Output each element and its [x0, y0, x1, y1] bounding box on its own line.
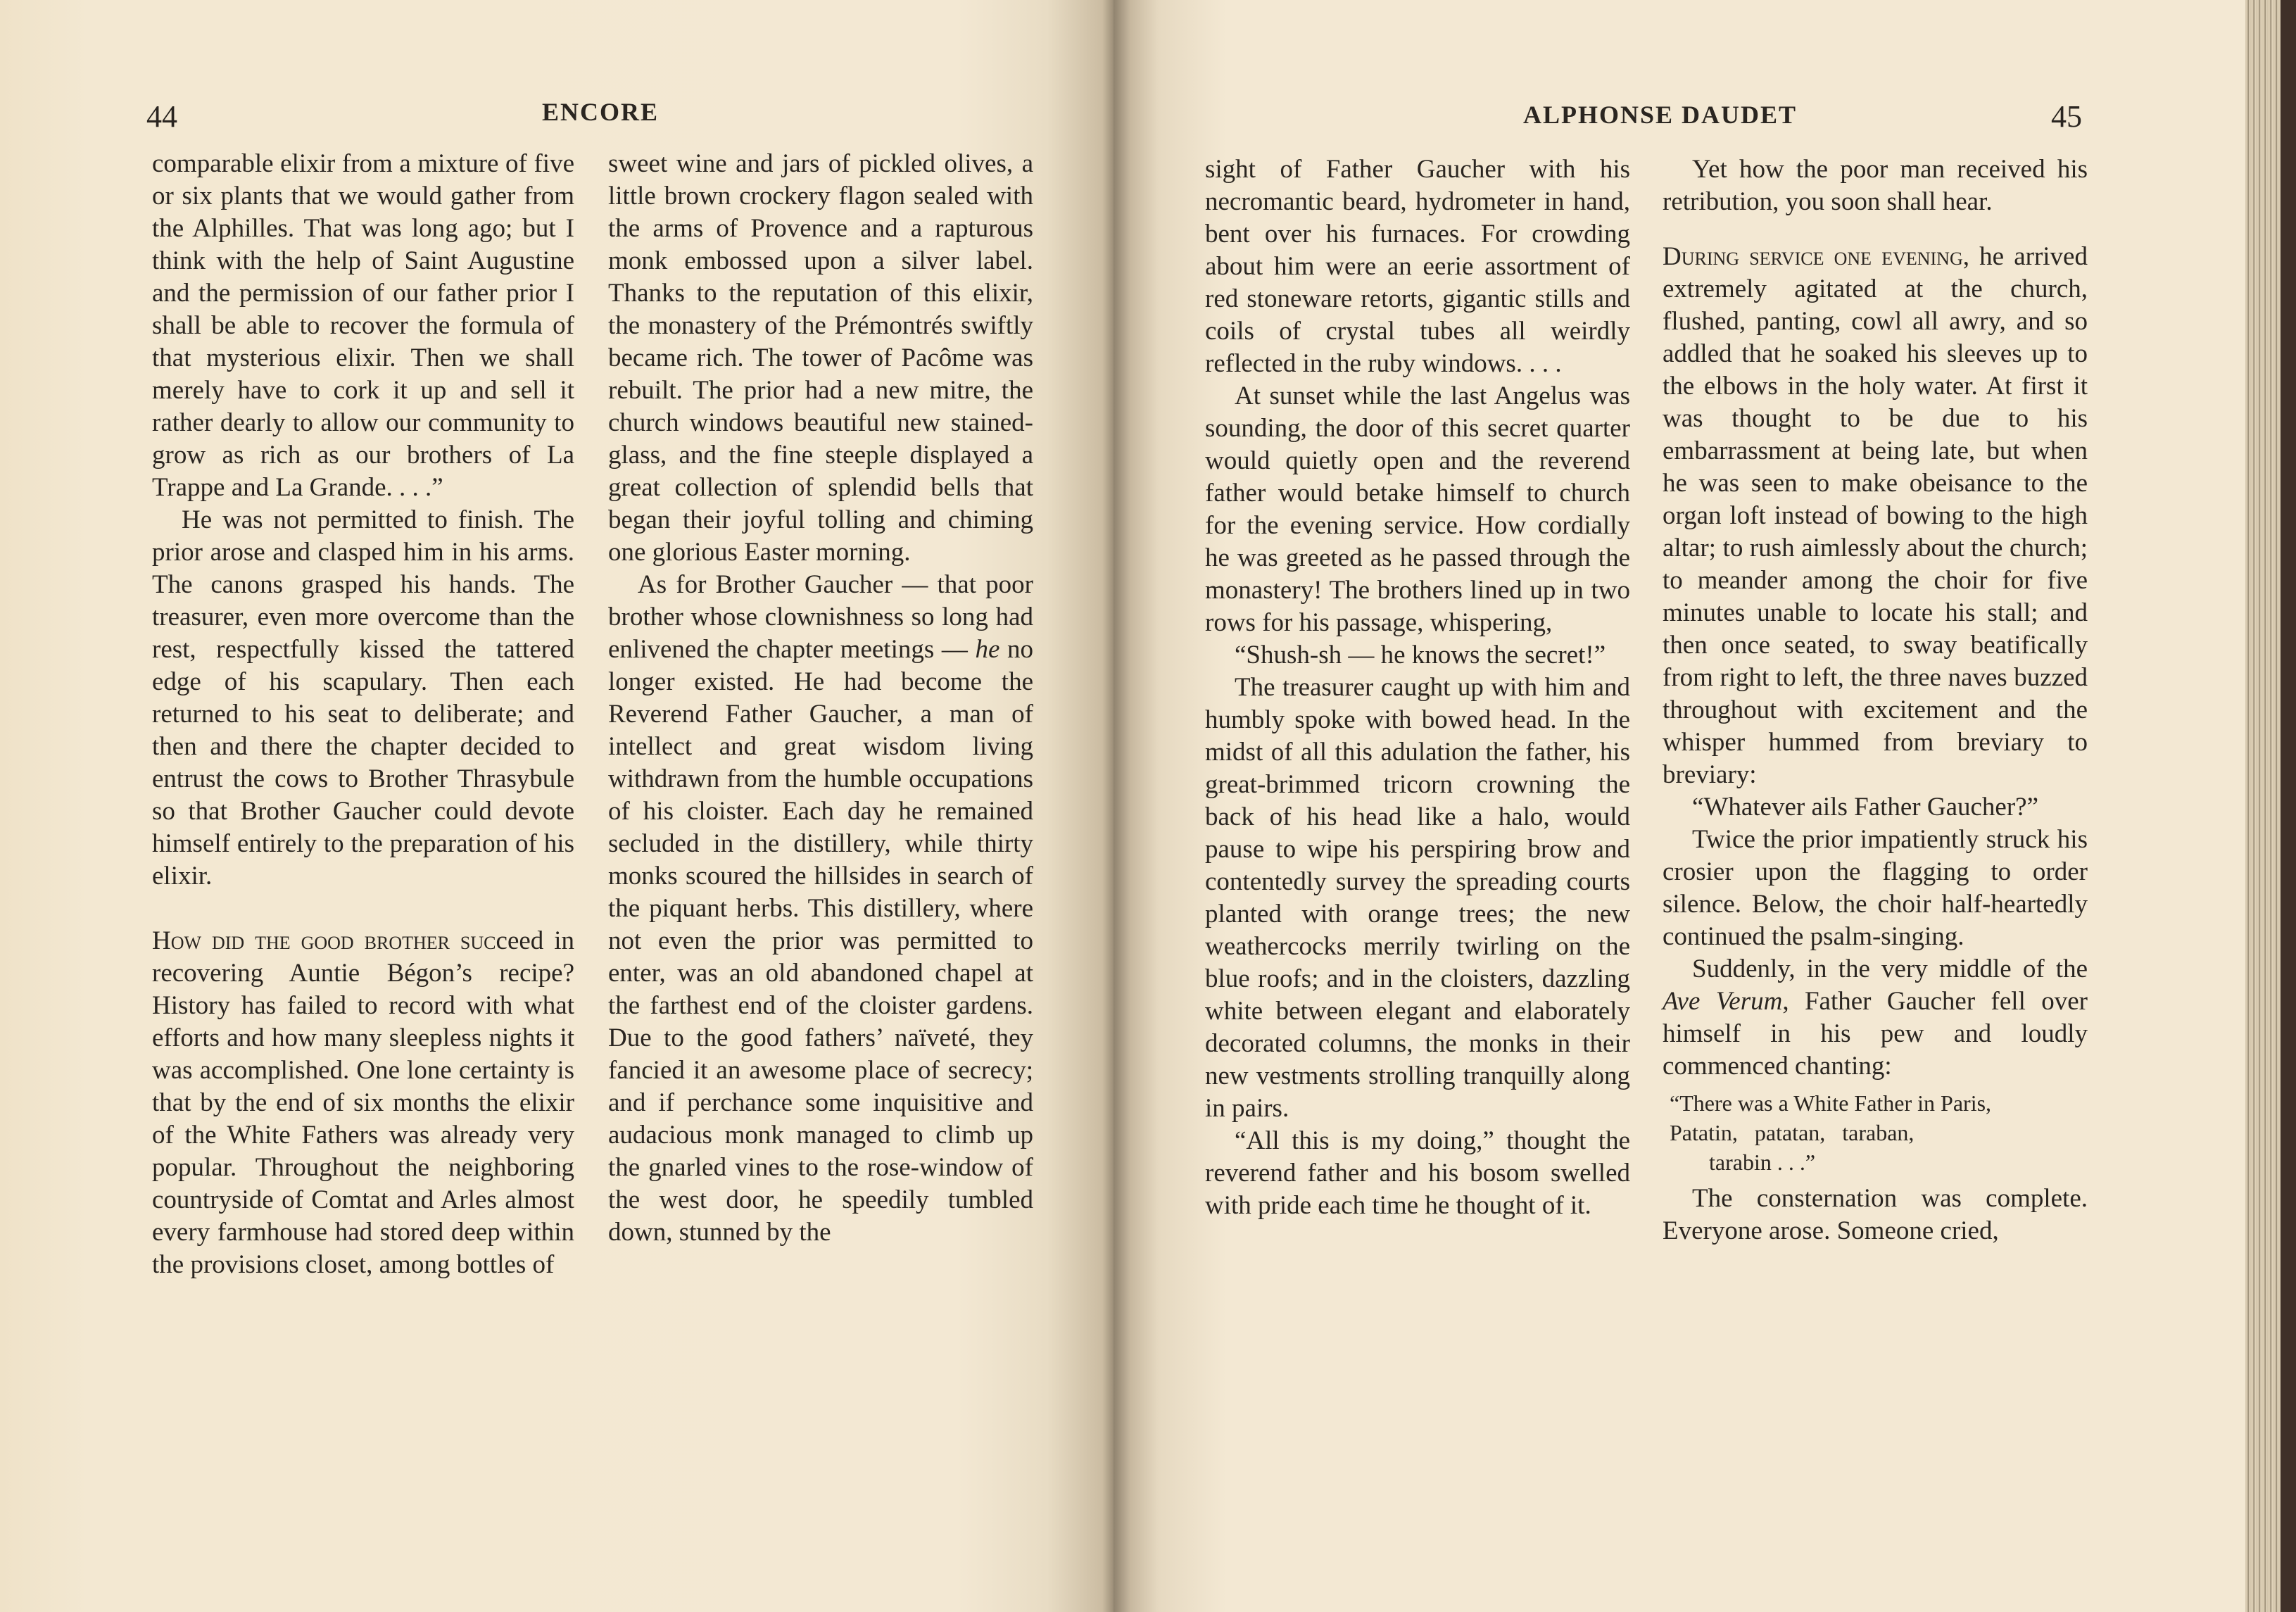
- paragraph: Yet how the poor man received his retribution, you soon shall hear.: [1663, 155, 2088, 216]
- paragraph-text: , Father Gaucher fell over himself in his pew and loudly commenced chanting:: [1663, 987, 2088, 1081]
- paragraph: comparable elixir from a mixture of five or six plants that we would gather from the Alphilles. That was long ago; but I think with the help of Saint Augustine and the permission of our father prior I shall be able to recover the formula of that mysterious elixir. Then we shall merely have to cork it up and sell it rather dearly to allow our community to grow as rich as our brothers of La Trappe and La Grande. . . .”: [152, 149, 574, 502]
- paragraph-text: he arrived extremely agitated at the church, flushed, panting, cowl all awry, and so addled that he soaked his sleeves up to the elbows in the holy water. At first it was thought to be due to his embarrassment at being late, but when he was seen to make obeisance to the organ loft instead of bowing to the high altar; to rush aimlessly about the church; to meander among the choir for five minutes unable to locate his stall; and then once seated, to sway beatifically from right to left, the three naves buzzed throughout with excitement and the whisper hummed from breviary to breviary:: [1663, 242, 2088, 789]
- song-verse: [1670, 1088, 2088, 1177]
- paragraph: sweet wine and jars of pickled olives, a little brown crockery flagon sealed with the arms of Provence and a rapturous monk embossed upon a silver label. Thanks to the reputation of this elixir, the monastery of the Prémontrés swiftly became rich. The tower of Pacôme was rebuilt. The prior had a new mitre, the church windows beautiful new stained-glass, and the fine steeple displayed a great collection of splendid bells that began their joyful tolling and chiming one glorious Easter morning.: [608, 149, 1033, 567]
- small-caps-lead: How did the good brother suc: [152, 926, 496, 955]
- right-page-column-2: [1663, 153, 2088, 1247]
- left-page-column-1: [152, 148, 574, 1281]
- emphasis: Ave Verum: [1663, 987, 1783, 1016]
- paragraph: sight of Father Gaucher with his necromantic beard, hydrometer in hand, bent over his furnaces. For crowding about him were an eerie assortment of red stoneware retorts, gigantic stills and coils of crystal tubes all weirdly reflected in the ruby windows. . . .: [1205, 155, 1630, 378]
- verse-line: tarabin . . .”: [1670, 1150, 1816, 1175]
- paragraph-text: ceed in recovering Auntie Bégon’s recipe? History has failed to record with what efforts and how many sleepless nights it was accomplished. One lone certainty is that by the end of six months the elixir of the White Fathers was already very popular. Throughout the neighboring countryside of Comtat and Arles almost every farmhouse had stored deep within the provisions closet, among bottles of: [152, 926, 574, 1279]
- left-page: [0, 0, 1114, 1612]
- paragraph-text: Suddenly, in the very middle of the: [1692, 955, 2088, 983]
- running-head-left: ENCORE: [542, 98, 660, 126]
- paragraph: “All this is my doing,” thought the reverend father and his bosom swelled with pride each time he thought of it.: [1205, 1126, 1630, 1220]
- paragraph-text: As for Brother Gaucher — that poor brother whose clownishness so long had enlivened the chapter meetings —: [608, 570, 1033, 664]
- section-paragraph: [152, 925, 574, 1281]
- paragraph: “Whatever ails Father Gaucher?”: [1692, 793, 2039, 821]
- page-number-left: 44: [146, 99, 177, 134]
- paragraph: He was not permitted to finish. The prior arose and clasped him in his arms. The canons grasped his hands. The treasurer, even more overcome than the rest, respectfully kissed the tattered edge of his scapulary. Then each returned to his seat to deliberate; and then and there the chapter decided to entrust the cows to Brother Thrasybule so that Brother Gaucher could devote himself entirely to the preparation of his elixir.: [152, 505, 574, 890]
- paragraph: At sunset while the last Angelus was sounding, the door of this secret quarter would quietly open and the reverend father would betake himself to church for the evening service. How cordially he was greeted as he passed through the monastery! The brothers lined up in two rows for his passage, whispering,: [1205, 382, 1630, 637]
- paragraph: [1663, 953, 2088, 1083]
- left-page-column-2: [608, 148, 1033, 1249]
- verse-line: Patatin, patatan, taraban,: [1670, 1120, 1915, 1145]
- running-head-right: ALPHONSE DAUDET: [1523, 101, 1798, 129]
- paragraph: [608, 569, 1033, 1249]
- right-page-column-1: [1205, 153, 1630, 1222]
- verse-line: “There was a White Father in Paris,: [1670, 1090, 1992, 1116]
- right-page: [1114, 0, 2245, 1612]
- paragraph: The treasurer caught up with him and humbly spoke with bowed head. In the midst of all this adulation the father, his great-brimmed tricorn crowning the back of his head like a halo, would pause to wipe his perspiring brow and contentedly survey the spreading courts planted with orange trees; the new weathercocks merrily twirling on the blue roofs; and in the cloisters, dazzling white between elegant and elaborately decorated columns, the monks in their new vestments strolling tranquilly along in pairs.: [1205, 673, 1630, 1123]
- paragraph: The consternation was complete. Everyone arose. Someone cried,: [1663, 1184, 2088, 1245]
- paragraph: Twice the prior impatiently struck his crosier upon the flagging to order silence. Below, the choir half-heartedly continued the psalm-singing.: [1663, 825, 2088, 951]
- section-paragraph: [1663, 241, 2088, 791]
- paragraph-text: no longer existed. He had become the Reverend Father Gaucher, a man of intellect and great wisdom living withdrawn from the humble occupations of his cloister. Each day he remained secluded in the distillery, while thirty monks scoured the hillsides in search of the piquant herbs. This distillery, where not even the prior was permitted to enter, was an old abandoned chapel at the farthest end of the cloister gardens. Due to the good fathers’ naïveté, they fancied it an awesome place of secrecy; and if perchance some inquisitive and audacious monk managed to climb up the gnarled vines to the rose-window of the west door, he speedily tumbled down, stunned by the: [608, 635, 1034, 1247]
- paragraph: “Shush-sh — he knows the secret!”: [1235, 641, 1606, 669]
- emphasis: he: [975, 635, 1000, 664]
- small-caps-lead: During service one evening,: [1663, 242, 1969, 271]
- book-cover-edge: [2281, 0, 2296, 1612]
- page-number-right: 45: [2051, 99, 2082, 134]
